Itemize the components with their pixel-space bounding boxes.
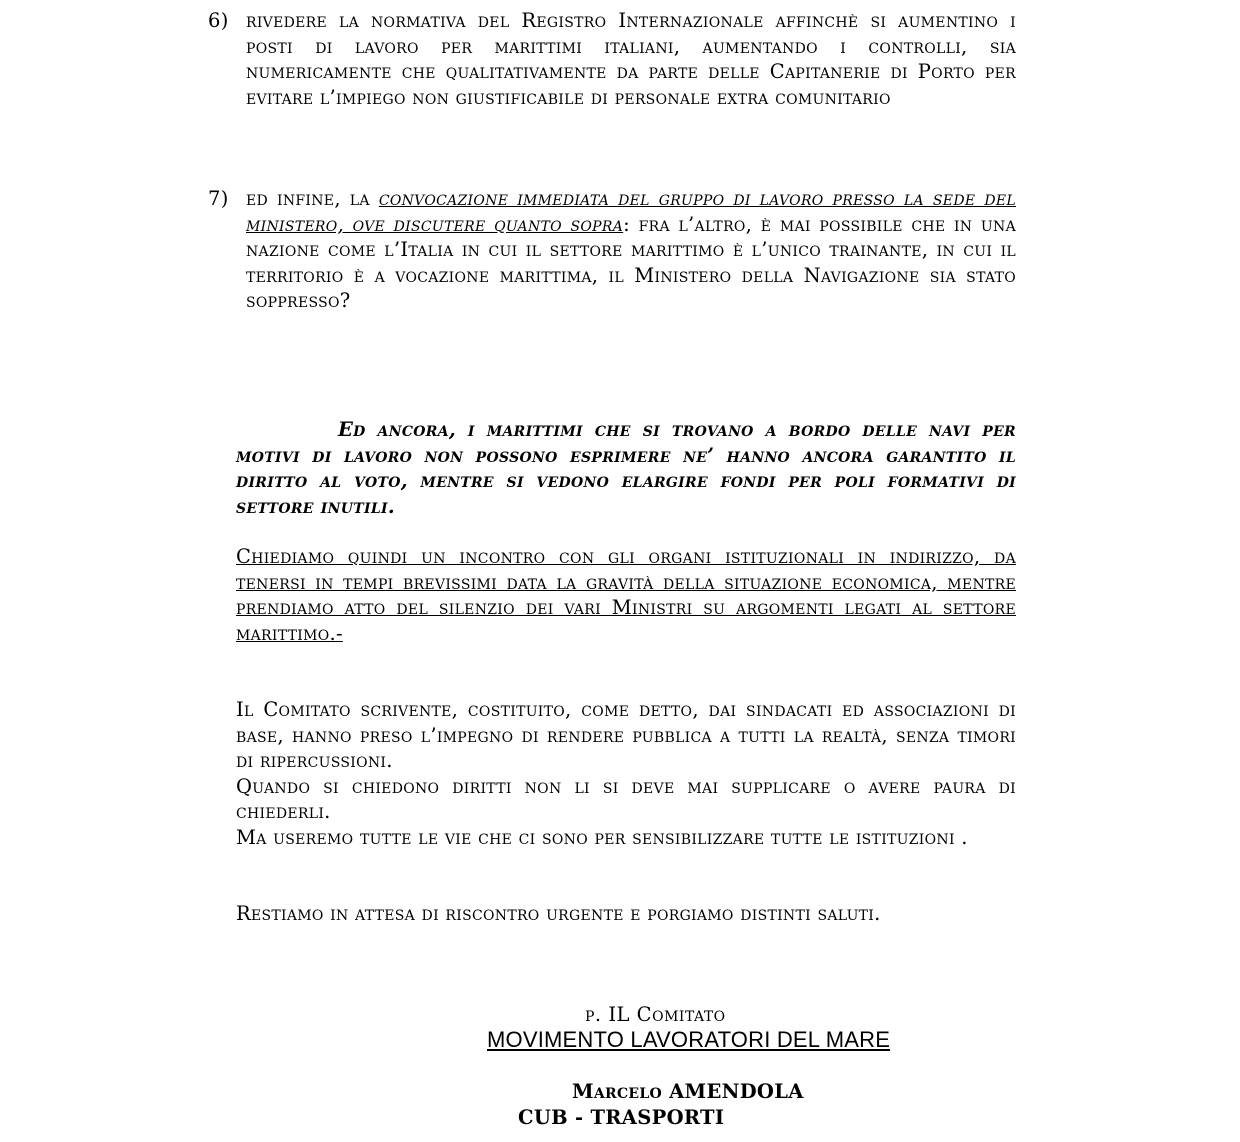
signature-union: CUB - TRASPORTI xyxy=(518,1106,725,1129)
list-item-number: 7) xyxy=(208,187,229,210)
list-item-number: 6) xyxy=(208,9,229,32)
paragraph-comitato xyxy=(236,697,1016,850)
paragraph-comitato-line3: Ma useremo tutte le vie che ci sono per sensibilizzare tutte le istituzioni . xyxy=(236,825,968,849)
signature-organization: MOVIMENTO LAVORATORI DEL MARE xyxy=(487,1027,891,1052)
list-item-6 xyxy=(208,8,1016,110)
list-item-text xyxy=(246,186,1016,314)
paragraph-comitato-line1: Il Comitato scrivente, costituito, come detto, dai sindacati ed associazioni di base, hanno preso l’impegno di rendere pubblica a tutti la realtà, senza timori di ripercussioni. xyxy=(236,698,1016,772)
signature-per-comitato: p. IL Comitato xyxy=(585,1003,726,1026)
list-item-lead: ed infine, la xyxy=(246,187,379,210)
list-item-text: rivedere la normativa del Registro Internazionale affinchè si aumentino i posti di lavoro per marittimi italiani, aumentando i controlli, sia numericamente che qualitativamente da parte delle Capitanerie di Porto per evitare l’impiego non giustificabile di personale extra comunitario xyxy=(246,9,1016,109)
paragraph-restiamo: Restiamo in attesa di riscontro urgente e porgiamo distinti saluti. xyxy=(236,902,881,925)
paragraph-ancora: Ed ancora, i marittimi che si trovano a bordo delle navi per motivi di lavoro non possono esprimere ne’ hanno ancora garantito il diritto al voto, mentre si vedono elargire fondi per poli formativi di settore inutili. xyxy=(236,418,1016,518)
paragraph-chiediamo: Chiediamo quindi un incontro con gli organi istituzionali in indirizzo, da tenersi in tempi brevissimi data la gravità della situazione economica, mentre prendiamo atto del silenzio dei vari Ministri su argomenti legati al settore marittimo.- xyxy=(236,545,1016,645)
list-item-rest: : fra l’altro, è mai possibile che in una nazione come l’Italia in cui il settore marittimo è l’unico trainante, in cui il territorio è a vocazione marittima, il Ministero della Navigazione sia stato soppresso? xyxy=(246,212,1016,312)
signature-name: Marcelo AMENDOLA xyxy=(572,1080,804,1103)
paragraph-comitato-line2: Quando si chiedono diritti non li si deve mai supplicare o avere paura di chiederli. xyxy=(236,774,1016,823)
list-item-7 xyxy=(208,186,1016,314)
convocazione-emphasis: convocazione immediata del gruppo di lavoro presso la sede del ministero, ove discutere quanto sopra xyxy=(246,187,1016,236)
